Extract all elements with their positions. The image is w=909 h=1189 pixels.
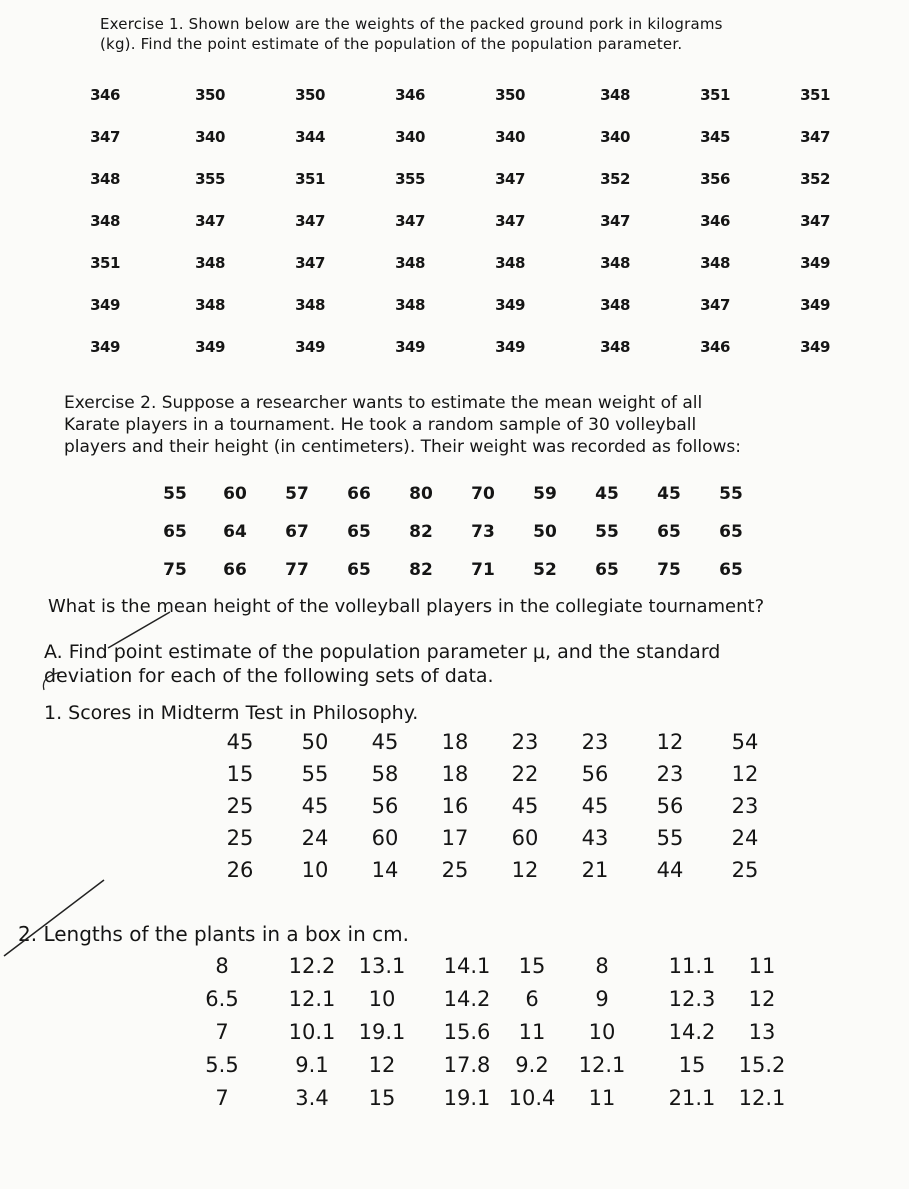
exercise2-line2: Karate players in a tournament. He took a random sample of 30 volleyball: [64, 415, 697, 435]
exercise2-cell: 57: [285, 484, 309, 504]
exercise1-cell: 356: [700, 170, 730, 188]
set2-cell: 12: [748, 987, 776, 1011]
exercise1-cell: 348: [395, 254, 425, 272]
set1-cell: 44: [656, 858, 684, 882]
exercise1-cell: 348: [600, 254, 630, 272]
set1-cell: 23: [656, 762, 684, 786]
exercise1-cell: 349: [495, 338, 525, 356]
set2-cell: 6.5: [205, 987, 239, 1011]
partA-line1: A. Find point estimate of the population parameter μ, and the standard: [44, 641, 721, 663]
set1-cell: 56: [371, 794, 399, 818]
set1-cell: 54: [731, 730, 759, 754]
exercise2-cell: 55: [163, 484, 187, 504]
exercise1-cell: 348: [600, 338, 630, 356]
exercise1-cell: 350: [195, 86, 225, 104]
exercise1-cell: 346: [700, 212, 730, 230]
set1-cell: 18: [441, 762, 469, 786]
exercise2-cell: 50: [533, 522, 557, 542]
exercise1-cell: 347: [495, 212, 525, 230]
exercise2-cell: 45: [595, 484, 619, 504]
set2-cell: 12: [368, 1053, 396, 1077]
set2-cell: 14.1: [443, 954, 491, 978]
set2-cell: 8: [215, 954, 229, 978]
set2-cell: 8: [595, 954, 609, 978]
set1-cell: 23: [511, 730, 539, 754]
exercise1-cell: 340: [195, 128, 225, 146]
set2-cell: 9.2: [515, 1053, 549, 1077]
exercise1-cell: 351: [700, 86, 730, 104]
set1-cell: 24: [731, 826, 759, 850]
exercise2-cell: 66: [347, 484, 371, 504]
exercise2-cell: 71: [471, 560, 495, 580]
exercise2-cell: 70: [471, 484, 495, 504]
set2-cell: 10: [588, 1020, 616, 1044]
set2-cell: 6: [525, 987, 539, 1011]
pen-stroke-1: [108, 612, 170, 648]
set2-cell: 15: [518, 954, 546, 978]
exercise1-cell: 346: [700, 338, 730, 356]
set1-cell: 58: [371, 762, 399, 786]
set1-cell: 45: [301, 794, 329, 818]
set1-cell: 22: [511, 762, 539, 786]
set1-cell: 56: [656, 794, 684, 818]
exercise1-cell: 348: [90, 170, 120, 188]
set1-cell: 55: [656, 826, 684, 850]
exercise1-cell: 348: [195, 254, 225, 272]
exercise1-cell: 348: [295, 296, 325, 314]
set1-cell: 23: [581, 730, 609, 754]
set1-cell: 56: [581, 762, 609, 786]
set1-cell: 45: [511, 794, 539, 818]
exercise2-cell: 73: [471, 522, 495, 542]
exercise1-cell: 347: [295, 254, 325, 272]
set1-cell: 25: [226, 794, 254, 818]
exercise2-cell: 59: [533, 484, 557, 504]
set1-cell: 25: [226, 826, 254, 850]
set1-title: 1. Scores in Midterm Test in Philosophy.: [44, 702, 419, 724]
exercise1-cell: 347: [395, 212, 425, 230]
exercise2-cell: 55: [719, 484, 743, 504]
set2-cell: 9: [595, 987, 609, 1011]
exercise2-cell: 65: [347, 560, 371, 580]
set2-cell: 12.1: [738, 1086, 786, 1110]
set2-cell: 5.5: [205, 1053, 239, 1077]
exercise1-cell: 350: [495, 86, 525, 104]
exercise1-cell: 352: [600, 170, 630, 188]
exercise1-cell: 348: [195, 296, 225, 314]
set2-cell: 19.1: [443, 1086, 491, 1110]
exercise2-line3: players and their height (in centimeters). Their weight was recorded as follows:: [64, 437, 742, 457]
exercise1-cell: 349: [800, 296, 830, 314]
set1-cell: 24: [301, 826, 329, 850]
exercise2-cell: 75: [163, 560, 187, 580]
set2-cell: 11.1: [668, 954, 716, 978]
exercise1-cell: 348: [395, 296, 425, 314]
set1-cell: 43: [581, 826, 609, 850]
exercise1-title-line2: (kg). Find the point estimate of the population of the population parameter.: [100, 35, 683, 53]
exercise1-cell: 349: [90, 296, 120, 314]
exercise1-cell: 355: [395, 170, 425, 188]
exercise2-cell: 65: [719, 560, 743, 580]
exercise1-cell: 345: [700, 128, 730, 146]
set2-cell: 15.6: [443, 1020, 491, 1044]
set2-cell: 12.1: [288, 987, 336, 1011]
set1-cell: 15: [226, 762, 254, 786]
set2-cell: 10.1: [288, 1020, 336, 1044]
exercise1-cell: 351: [295, 170, 325, 188]
exercise2-question: What is the mean height of the volleyball players in the collegiate tournament?: [48, 596, 765, 617]
set2-cell: 12.2: [288, 954, 336, 978]
set2-cell: 10.4: [508, 1086, 556, 1110]
exercise2-cell: 82: [409, 560, 433, 580]
set2-cell: 13: [748, 1020, 776, 1044]
exercise2-cell: 64: [223, 522, 247, 542]
exercise1-cell: 349: [395, 338, 425, 356]
set2-cell: 11: [518, 1020, 546, 1044]
exercise2-cell: 65: [347, 522, 371, 542]
exercise1-cell: 349: [800, 338, 830, 356]
exercise1-cell: 347: [295, 212, 325, 230]
exercise1-cell: 347: [495, 170, 525, 188]
exercise1-cell: 347: [700, 296, 730, 314]
partA-line2: deviation for each of the following sets of data.: [44, 665, 494, 687]
exercise2-cell: 60: [223, 484, 247, 504]
exercise2-cell: 55: [595, 522, 619, 542]
exercise1-cell: 344: [295, 128, 325, 146]
exercise1-cell: 348: [600, 296, 630, 314]
set1-cell: 17: [441, 826, 469, 850]
set1-cell: 10: [301, 858, 329, 882]
exercise1-cell: 340: [600, 128, 630, 146]
set2-cell: 12.1: [578, 1053, 626, 1077]
set2-cell: 11: [748, 954, 776, 978]
exercise1-cell: 349: [495, 296, 525, 314]
exercise1-cell: 355: [195, 170, 225, 188]
set2-cell: 17.8: [443, 1053, 491, 1077]
set2-cell: 19.1: [358, 1020, 406, 1044]
set1-cell: 23: [731, 794, 759, 818]
exercise1-cell: 347: [600, 212, 630, 230]
set1-cell: 50: [301, 730, 329, 754]
exercise1-cell: 349: [800, 254, 830, 272]
set1-cell: 14: [371, 858, 399, 882]
exercise2-cell: 66: [223, 560, 247, 580]
set2-cell: 10: [368, 987, 396, 1011]
exercise1-cell: 347: [195, 212, 225, 230]
exercise2-cell: 82: [409, 522, 433, 542]
set2-cell: 12.3: [668, 987, 716, 1011]
set2-cell: 15.2: [738, 1053, 786, 1077]
exercise1-cell: 348: [600, 86, 630, 104]
set1-cell: 18: [441, 730, 469, 754]
set2-cell: 9.1: [295, 1053, 329, 1077]
set1-cell: 21: [581, 858, 609, 882]
set2-title: 2. Lengths of the plants in a box in cm.: [18, 922, 409, 946]
exercise1-cell: 350: [295, 86, 325, 104]
set1-cell: 25: [731, 858, 759, 882]
set1-cell: 60: [511, 826, 539, 850]
set2-cell: 15: [678, 1053, 706, 1077]
exercise2-cell: 45: [657, 484, 681, 504]
pen-stroke-3: [43, 672, 62, 690]
exercise1-cell: 351: [90, 254, 120, 272]
set1-cell: 45: [581, 794, 609, 818]
pen-stroke-2: [4, 880, 104, 956]
exercise2-cell: 65: [657, 522, 681, 542]
set2-cell: 13.1: [358, 954, 406, 978]
exercise1-cell: 347: [800, 128, 830, 146]
set2-cell: 14.2: [443, 987, 491, 1011]
exercise1-cell: 351: [800, 86, 830, 104]
exercise2-cell: 65: [719, 522, 743, 542]
exercise1-cell: 346: [395, 86, 425, 104]
exercise1-cell: 349: [195, 338, 225, 356]
exercise2-cell: 52: [533, 560, 557, 580]
set1-cell: 12: [656, 730, 684, 754]
exercise1-cell: 340: [395, 128, 425, 146]
exercise2-cell: 67: [285, 522, 309, 542]
exercise2-cell: 65: [163, 522, 187, 542]
exercise1-cell: 347: [800, 212, 830, 230]
set1-cell: 45: [226, 730, 254, 754]
set1-cell: 12: [511, 858, 539, 882]
exercise2-line1: Exercise 2. Suppose a researcher wants to estimate the mean weight of all: [64, 393, 703, 413]
set2-cell: 7: [215, 1086, 229, 1110]
set2-cell: 21.1: [668, 1086, 716, 1110]
exercise2-cell: 77: [285, 560, 309, 580]
set1-cell: 55: [301, 762, 329, 786]
exercise1-cell: 348: [90, 212, 120, 230]
exercise1-cell: 346: [90, 86, 120, 104]
exercise1-cell: 348: [700, 254, 730, 272]
set2-cell: 11: [588, 1086, 616, 1110]
set2-cell: 15: [368, 1086, 396, 1110]
exercise1-cell: 349: [90, 338, 120, 356]
set1-cell: 12: [731, 762, 759, 786]
set2-cell: 3.4: [295, 1086, 329, 1110]
exercise2-cell: 80: [409, 484, 433, 504]
exercise1-title-line1: Exercise 1. Shown below are the weights of the packed ground pork in kilograms: [100, 15, 723, 33]
set2-cell: 14.2: [668, 1020, 716, 1044]
exercise1-cell: 340: [495, 128, 525, 146]
exercise1-cell: 347: [90, 128, 120, 146]
set1-cell: 16: [441, 794, 469, 818]
set2-cell: 7: [215, 1020, 229, 1044]
set1-cell: 45: [371, 730, 399, 754]
exercise2-cell: 75: [657, 560, 681, 580]
set1-cell: 25: [441, 858, 469, 882]
exercise1-cell: 348: [495, 254, 525, 272]
set1-cell: 60: [371, 826, 399, 850]
exercise1-cell: 352: [800, 170, 830, 188]
set1-cell: 26: [226, 858, 254, 882]
exercise1-cell: 349: [295, 338, 325, 356]
exercise2-cell: 65: [595, 560, 619, 580]
